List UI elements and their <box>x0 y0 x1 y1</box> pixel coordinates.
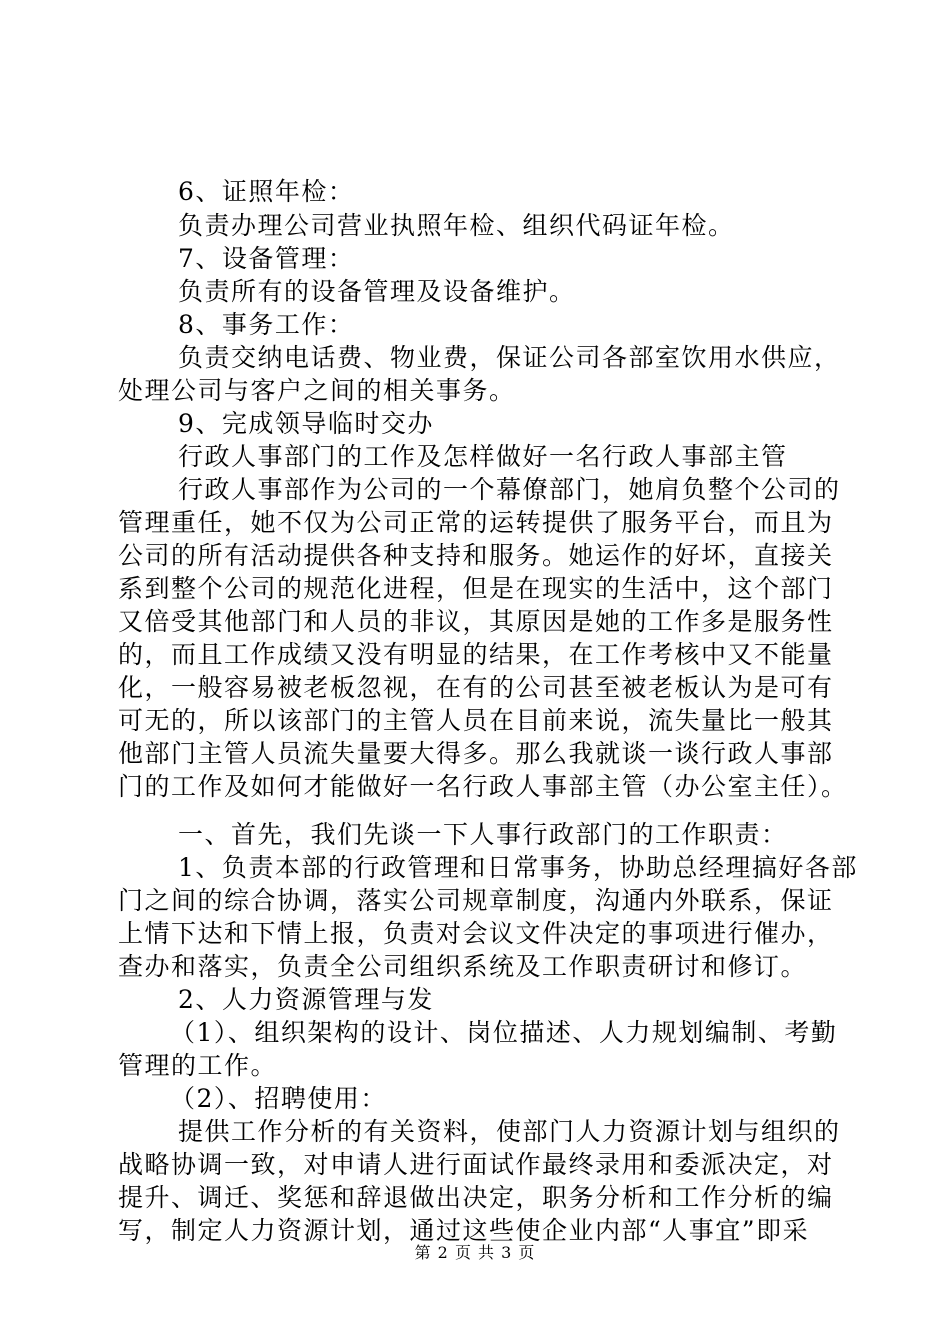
body-line: 提升、调迁、奖惩和辞退做出决定，职务分析和工作分析的编 <box>118 1183 834 1212</box>
section-heading-affairs: 8、事务工作： <box>178 310 355 339</box>
body-line: 管理重任，她不仅为公司正常的运转提供了服务平台，而且为 <box>118 508 834 537</box>
body-line: 门的工作及如何才能做好一名行政人事部主管（办公室主任）。 <box>118 772 848 801</box>
section-heading-temporary: 9、完成领导临时交办 <box>178 409 434 438</box>
body-line: 行政人事部作为公司的一个幕僚部门，她肩负整个公司的 <box>178 475 841 504</box>
page-footer: 第 2 页 共 3 页 <box>414 1243 536 1262</box>
body-line: 提供工作分析的有关资料，使部门人力资源计划与组织的 <box>178 1117 841 1146</box>
body-line: 查办和落实，负责全公司组织系统及工作职责研讨和修订。 <box>118 952 808 981</box>
subsection-heading-recruitment: （2）、招聘使用： <box>170 1084 387 1113</box>
body-line: 负责所有的设备管理及设备维护。 <box>178 277 576 306</box>
body-line: 他部门主管人员流失量要大得多。那么我就谈一谈行政人事部 <box>118 739 834 768</box>
body-line: 管理的工作。 <box>118 1051 278 1080</box>
body-line: 1、负责本部的行政管理和日常事务，协助总经理搞好各部 <box>178 853 858 882</box>
section-heading-duties: 一、首先，我们先谈一下人事行政部门的工作职责： <box>178 820 788 849</box>
body-line: 系到整个公司的规范化进程，但是在现实的生活中，这个部门 <box>118 574 834 603</box>
body-line: 化，一般容易被老板忽视，在有的公司甚至被老板认为是可有 <box>118 673 834 702</box>
body-line: 的，而且工作成绩又没有明显的结果，在工作考核中又不能量 <box>118 640 834 669</box>
body-line: 负责办理公司营业执照年检、组织代码证年检。 <box>178 211 735 240</box>
body-line: 处理公司与客户之间的相关事务。 <box>118 376 516 405</box>
body-line: 负责交纳电话费、物业费，保证公司各部室饮用水供应， <box>178 343 841 372</box>
body-line: 写，制定人力资源计划，通过这些使企业内部“人事宜”即采 <box>118 1216 810 1245</box>
section-heading-equipment: 7、设备管理： <box>178 244 355 273</box>
section-heading-license: 6、证照年检： <box>178 177 355 206</box>
body-line: （1）、组织架构的设计、岗位描述、人力规划编制、考勤 <box>170 1018 838 1047</box>
article-title: 行政人事部门的工作及怎样做好一名行政人事部主管 <box>178 442 788 471</box>
body-line: 门之间的综合协调，落实公司规章制度，沟通内外联系，保证 <box>118 886 834 915</box>
section-heading-hr: 2、人力资源管理与发 <box>178 985 434 1014</box>
body-line: 上情下达和下情上报，负责对会议文件决定的事项进行催办， <box>118 919 834 948</box>
body-line: 可无的，所以该部门的主管人员在目前来说，流失量比一般其 <box>118 706 834 735</box>
body-line: 公司的所有活动提供各种支持和服务。她运作的好坏，直接关 <box>118 541 834 570</box>
body-line: 又倍受其他部门和人员的非议，其原因是她的工作多是服务性 <box>118 607 834 636</box>
body-line: 战略协调一致，对申请人进行面试作最终录用和委派决定，对 <box>118 1150 834 1179</box>
